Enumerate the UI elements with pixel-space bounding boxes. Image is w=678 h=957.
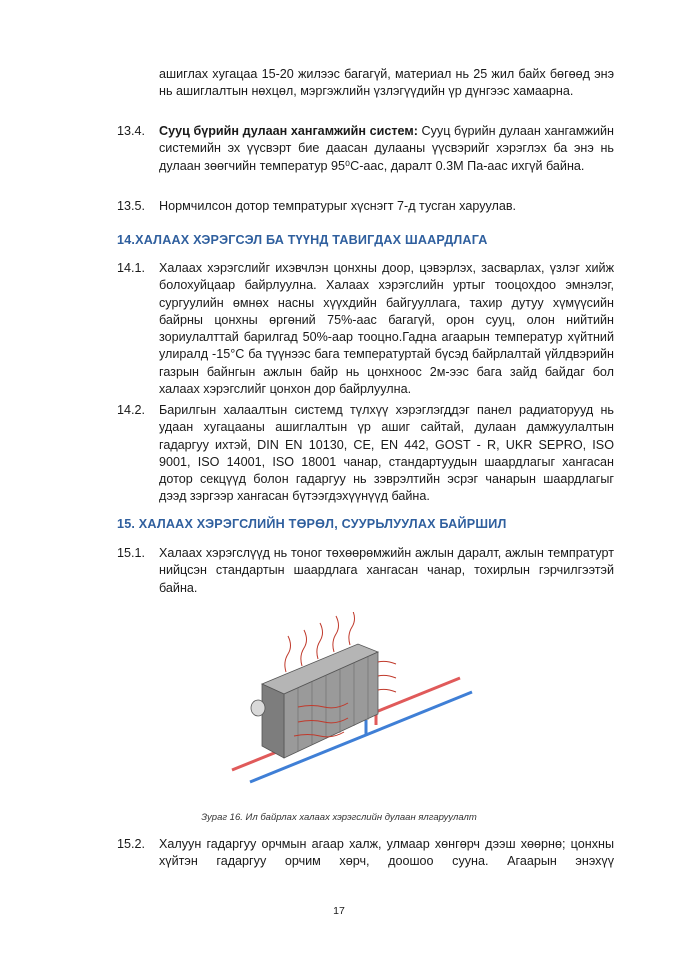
section-14-1-number: 14.1. [117,261,146,275]
section-14-2-text: Барилгын халаалтын системд түлхүү хэрэглэгддэг панел радиаторууд нь удаан хугацааны ашиглалтын үр ашиг сайтай, дулаан дамжуулалтын гадаргуу ихтэй, DIN EN 10130, CE, EN 442, GOST - R, UKR SEPRO, ISO 9001, ISO 14001, ISO 18001 чанар, стандартуудын шаардлагыг хангасан дотор секцүүд болон гадаргуу нь зэврэлтийн эсрэг чанарын шаардлагыг дээд зэргээр хангасан бүтээгдэхүүнүүд байна. [159,403,614,504]
section-13-4-body: Сууц бүрийн дулаан хангамжийн системийн эх үүсвэрт бие даасан дулааны үүсвэрийг хэрэглэх ба энэ нь дулаан зөөгчийн температур 95⁰С-аас, даралт 0.3М Па-аас ихгүй байна. [159,124,614,173]
section-15-1-text: Халаах хэрэгслүүд нь тоног төхөөрөмжийн ажлын даралт, ажлын темпратурт нийцсэн стандартын шаардлага хангасан чанар, тохирлын гэрчилгээтэй байна. [159,546,614,595]
valve-knob [251,700,265,716]
heading-section-15: 15. ХАЛААХ ХЭРЭГСЛИЙН ТӨРӨЛ, СУУРЬЛУУЛАХ БАЙРШИЛ [117,517,507,531]
heading-section-14: 14.ХАЛААХ ХЭРЭГСЭЛ БА ТҮҮНД ТАВИГДАХ ШААРДЛАГА [117,233,488,247]
radiator-body [251,644,378,758]
section-13-5-text: Нормчилсон дотор темпратурыг хүснэгт 7-д тусган харуулав. [159,199,517,213]
section-15-2-text: Халуун гадаргуу орчмын агаар халж, улмаар хөнгөрч дээш хөөрнө; цонхны хүйтэн гадаргуу орчим хөрч, доошоо сууна. Агаарын энэхүү [159,837,614,869]
section-13-4-text [159,123,614,175]
section-13-4-title: Сууц бүрийн дулаан хангамжийн систем: [159,124,418,138]
section-13-5-number: 13.5. [117,199,146,213]
page-number: 17 [333,905,345,917]
section-14-1-text: Халаах хэрэгслийг ихэвчлэн цонхны доор, цэвэрлэх, засварлах, үзлэг хийж болохуйцаар байрлуулна. Халаах хэрэгслийн уртыг тооцохдоо эмнэлэг, сургуулийн өмнөх насны хүүхдийн байгууллага, тахир дутуу хүмүүсийн байрны цонхны өргөний 75%-аас багагүй, орон сууц, олон нийтийн зориулалттай барилгад 50%-аар тооцно.Гадна агаарын температур хүйтний улиралд -15°С ба түүнээс бага температуртай бүсэд байрлалтай үйлдвэрийн газрын байнгын ажлын байр нь цонхноос 2м-ээс бага зайд байдаг бол халаах хэрэгслийг цонхон дор байрлуулна. [159,261,614,397]
section-15-1-number: 15.1. [117,546,146,560]
paragraph-continuation: ашиглах хугацаа 15-20 жилээс багагүй, материал нь 25 жил байх бөгөөд энэ нь ашиглалтын нөхцөл, мэргэжлийн үзлэгүүдийн үр дүнгээс хамаарна. [159,67,614,99]
section-14-2-number: 14.2. [117,403,146,417]
section-15-2-number: 15.2. [117,837,146,851]
section-13-4-number: 13.4. [117,124,146,138]
radiator-illustration [228,612,478,797]
figure-caption: Зураг 16. Ил байрлах халаах хэрэгслийн дулаан ялгаруулалт [201,812,477,823]
